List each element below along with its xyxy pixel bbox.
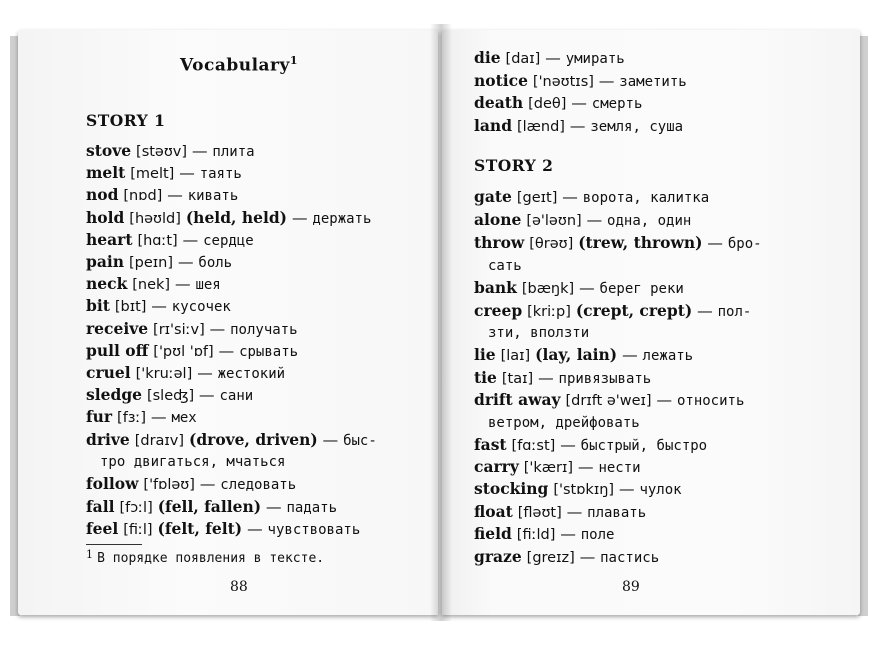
entry-word: stove bbox=[86, 141, 132, 160]
entry-translation: быс- bbox=[343, 433, 377, 449]
entry-word: fall bbox=[86, 497, 115, 516]
vocab-entry bbox=[474, 390, 744, 411]
vocab-entry bbox=[86, 319, 298, 340]
entry-dash: — bbox=[560, 436, 576, 454]
entry-dash: — bbox=[197, 364, 213, 382]
entry-word: receive bbox=[86, 319, 149, 338]
entry-translation: лежать bbox=[642, 348, 694, 364]
entry-word: fur bbox=[86, 407, 113, 426]
entry-translation: боль bbox=[198, 255, 233, 271]
entry-transcription: [nɒd] bbox=[123, 188, 163, 204]
entry-translation: мех bbox=[171, 410, 197, 426]
drift-away-continuation: ветром, дрейфовать bbox=[488, 415, 640, 431]
entry-translation: пол- bbox=[717, 304, 752, 320]
vocab-entry bbox=[474, 233, 762, 254]
entry-dash: — bbox=[560, 525, 576, 543]
entry-word: drive bbox=[86, 430, 130, 449]
entry-word: cruel bbox=[86, 363, 131, 382]
entry-dash: — bbox=[579, 548, 596, 566]
entry-transcription: [peɪn] bbox=[128, 255, 174, 271]
entry-word: sledge bbox=[86, 385, 143, 404]
entry-transcription: [lænd] bbox=[516, 119, 565, 135]
vocab-entry bbox=[86, 474, 296, 495]
entry-transcription: ['nəʊtɪs] bbox=[532, 74, 594, 90]
entry-transcription: ['kærɪ] bbox=[523, 460, 574, 476]
vocabulary-title: Vocabulary$^1$ bbox=[180, 54, 299, 76]
entry-dash: — bbox=[209, 320, 226, 338]
entry-word: graze bbox=[474, 547, 522, 566]
entry-translation: нести bbox=[598, 460, 641, 476]
entry-transcription: [həʊld] bbox=[129, 211, 181, 227]
vocab-entry bbox=[86, 296, 231, 317]
entry-dash: — bbox=[569, 117, 586, 135]
entry-word: carry bbox=[474, 457, 519, 476]
entry-dash: — bbox=[697, 302, 713, 320]
entry-transcription: ['kruːəl] bbox=[135, 366, 193, 382]
entry-dash: — bbox=[538, 369, 554, 387]
entry-translation: пастись bbox=[600, 550, 660, 566]
entry-word: neck bbox=[86, 274, 128, 293]
entry-translation: плавать bbox=[587, 505, 647, 521]
entry-dash: — bbox=[167, 186, 183, 204]
entry-transcription: [daɪ] bbox=[505, 51, 541, 67]
entry-translation: быстрый, быстро bbox=[580, 438, 708, 454]
entry-forms: (held, held) bbox=[185, 208, 288, 227]
entry-dash: — bbox=[622, 346, 638, 364]
entry-translation: смерть bbox=[591, 96, 643, 112]
entry-translation: жестокий bbox=[217, 366, 286, 382]
entry-translation: чувствовать bbox=[267, 522, 361, 538]
entry-transcription: [θrəʊ] bbox=[529, 236, 574, 252]
entry-transcription: [greɪz] bbox=[526, 550, 575, 566]
entry-translation: сани bbox=[219, 388, 254, 404]
vocab-entry bbox=[474, 278, 684, 299]
entry-transcription: [ə'ləʊn] bbox=[526, 213, 582, 229]
entry-word: bit bbox=[86, 296, 110, 315]
entry-transcription: [sleʤ] bbox=[146, 388, 195, 404]
vocab-entry bbox=[474, 210, 691, 231]
entry-translation: заметить bbox=[619, 74, 687, 90]
page-number-right: 89 bbox=[622, 579, 640, 595]
entry-translation: падать bbox=[286, 500, 338, 516]
entry-dash: — bbox=[707, 234, 723, 252]
entry-transcription: [draɪv] bbox=[134, 433, 185, 449]
vocab-entry bbox=[86, 208, 371, 229]
entry-forms: (lay, lain) bbox=[535, 345, 618, 364]
vocab-entry bbox=[86, 407, 197, 428]
entry-dash: — bbox=[175, 275, 191, 293]
entry-transcription: [fiːl] bbox=[123, 522, 153, 538]
entry-transcription: [deθ] bbox=[528, 96, 567, 112]
vocab-entry bbox=[86, 141, 255, 162]
entry-translation: поле bbox=[580, 527, 615, 543]
entry-transcription: [kriːp] bbox=[527, 304, 571, 320]
entry-translation: относить bbox=[676, 393, 745, 409]
entry-translation: берег реки bbox=[599, 281, 684, 297]
entry-word: fast bbox=[474, 435, 507, 454]
vocab-entry bbox=[474, 457, 641, 478]
vocab-entry bbox=[86, 274, 221, 295]
story-2-heading: STORY 2 bbox=[474, 156, 554, 175]
entry-word: heart bbox=[86, 230, 133, 249]
entry-translation: держать bbox=[312, 211, 372, 227]
entry-transcription: [drɪft ə'weɪ] bbox=[565, 393, 652, 409]
entry-word: feel bbox=[86, 519, 119, 538]
entry-translation: получать bbox=[230, 322, 298, 338]
vocab-entry bbox=[86, 341, 298, 362]
entry-transcription: ['stɒkɪŋ] bbox=[553, 482, 615, 498]
vocab-entry bbox=[474, 502, 646, 523]
entry-transcription: ['pʊl 'ɒf] bbox=[153, 344, 214, 360]
entry-dash: — bbox=[571, 94, 587, 112]
entry-word: stocking bbox=[474, 479, 549, 498]
entry-translation: кивать bbox=[187, 188, 239, 204]
entry-transcription: [bæŋk] bbox=[521, 281, 575, 297]
entry-transcription: ['fɒləʊ] bbox=[143, 477, 195, 493]
entry-dash: — bbox=[545, 49, 561, 67]
entry-translation: умирать bbox=[565, 51, 625, 67]
entry-transcription: [fləʊt] bbox=[517, 505, 562, 521]
entry-word: pull off bbox=[86, 341, 149, 360]
entry-dash: — bbox=[151, 408, 167, 426]
vocab-entry bbox=[86, 497, 337, 518]
entry-translation: следовать bbox=[220, 477, 297, 493]
entry-dash: — bbox=[586, 211, 603, 229]
entry-forms: (fell, fallen) bbox=[157, 497, 262, 516]
entry-word: float bbox=[474, 502, 513, 521]
entry-word: nod bbox=[86, 185, 119, 204]
vocab-entry bbox=[86, 163, 242, 184]
entry-dash: — bbox=[247, 520, 263, 538]
vocab-entry bbox=[474, 479, 682, 500]
entry-dash: — bbox=[191, 142, 208, 160]
footnote-rule bbox=[86, 544, 142, 545]
entry-dash: — bbox=[151, 297, 167, 315]
page-number-left: 88 bbox=[230, 579, 248, 595]
entry-dash: — bbox=[598, 72, 615, 90]
footnote: $^1$ В порядке появления в тексте. bbox=[86, 548, 325, 566]
entry-dash: — bbox=[182, 231, 199, 249]
entry-word: death bbox=[474, 93, 524, 112]
entry-transcription: [geɪt] bbox=[516, 190, 558, 206]
entry-word: hold bbox=[86, 208, 125, 227]
drive-continuation: тро двигаться, мчаться bbox=[100, 454, 286, 470]
entry-word: land bbox=[474, 116, 513, 135]
entry-forms: (felt, felt) bbox=[157, 519, 243, 538]
vocab-entry bbox=[474, 93, 642, 114]
vocab-entry bbox=[474, 71, 687, 92]
entry-translation: чулок bbox=[639, 482, 682, 498]
vocab-entry bbox=[474, 435, 707, 456]
vocab-entry bbox=[86, 430, 377, 451]
entry-dash: — bbox=[619, 480, 635, 498]
vocab-entry bbox=[474, 524, 614, 545]
entry-word: drift away bbox=[474, 390, 561, 409]
vocab-entry bbox=[86, 385, 253, 406]
story-1-heading: STORY 1 bbox=[86, 111, 166, 130]
entry-dash: — bbox=[218, 342, 235, 360]
entry-dash: — bbox=[177, 253, 194, 271]
entry-word: lie bbox=[474, 345, 496, 364]
vocab-entry bbox=[474, 345, 693, 366]
entry-translation: таять bbox=[199, 166, 242, 182]
vocab-entry bbox=[474, 187, 709, 208]
entry-translation: кусочек bbox=[171, 299, 231, 315]
creep-continuation: зти, вползти bbox=[488, 325, 590, 341]
entry-dash: — bbox=[566, 503, 583, 521]
entry-forms: (trew, thrown) bbox=[578, 233, 703, 252]
entry-transcription: [stəʊv] bbox=[136, 144, 188, 160]
entry-word: pain bbox=[86, 252, 125, 271]
vocab-entry bbox=[86, 252, 232, 273]
entry-word: gate bbox=[474, 187, 512, 206]
entry-translation: срывать bbox=[239, 344, 299, 360]
vocab-entry bbox=[474, 547, 659, 568]
entry-dash: — bbox=[266, 498, 282, 516]
entry-dash: — bbox=[579, 279, 595, 297]
entry-transcription: [fɔːl] bbox=[119, 500, 153, 516]
entry-word: die bbox=[474, 48, 501, 67]
vocab-entry bbox=[474, 48, 625, 69]
book-gutter bbox=[430, 24, 452, 621]
entry-dash: — bbox=[578, 458, 594, 476]
entry-forms: (crept, crept) bbox=[575, 301, 693, 320]
entry-dash: — bbox=[322, 431, 339, 449]
entry-dash: — bbox=[562, 188, 578, 206]
entry-transcription: [nek] bbox=[132, 277, 171, 293]
entry-translation: привязывать bbox=[558, 371, 652, 387]
vocab-entry bbox=[86, 519, 360, 540]
entry-translation: бро- bbox=[727, 236, 762, 252]
vocab-entry bbox=[474, 368, 651, 389]
vocab-entry bbox=[86, 185, 238, 206]
entry-word: notice bbox=[474, 71, 528, 90]
entry-translation: шея bbox=[195, 277, 221, 293]
vocab-entry bbox=[474, 301, 751, 322]
entry-word: throw bbox=[474, 233, 525, 252]
entry-transcription: [fɜː] bbox=[117, 410, 147, 426]
entry-word: follow bbox=[86, 474, 139, 493]
entry-word: alone bbox=[474, 210, 522, 229]
entry-translation: сердце bbox=[203, 233, 254, 249]
entry-transcription: [taɪ] bbox=[501, 371, 534, 387]
entry-translation: земля, суша bbox=[590, 119, 684, 135]
entry-word: bank bbox=[474, 278, 517, 297]
entry-dash: — bbox=[199, 475, 216, 493]
entry-transcription: [rɪ'siːv] bbox=[153, 322, 205, 338]
entry-word: creep bbox=[474, 301, 523, 320]
entry-dash: — bbox=[179, 164, 195, 182]
entry-translation: плита bbox=[212, 144, 255, 160]
entry-word: melt bbox=[86, 163, 126, 182]
entry-transcription: [laɪ] bbox=[500, 348, 531, 364]
entry-transcription: [hɑːt] bbox=[137, 233, 178, 249]
entry-dash: — bbox=[291, 209, 308, 227]
entry-translation: одна, один bbox=[607, 213, 692, 229]
vocab-entry bbox=[86, 363, 285, 384]
entry-transcription: [bɪt] bbox=[114, 299, 147, 315]
throw-continuation: сать bbox=[488, 258, 522, 274]
entry-transcription: [fɑːst] bbox=[511, 438, 556, 454]
entry-transcription: [fiːld] bbox=[516, 527, 556, 543]
entry-translation: ворота, калитка bbox=[582, 190, 710, 206]
entry-dash: — bbox=[199, 386, 215, 404]
vocab-entry bbox=[86, 230, 254, 251]
entry-word: tie bbox=[474, 368, 497, 387]
entry-transcription: [melt] bbox=[130, 166, 175, 182]
entry-dash: — bbox=[656, 391, 673, 409]
vocab-entry bbox=[474, 116, 683, 137]
entry-word: field bbox=[474, 524, 512, 543]
entry-forms: (drove, driven) bbox=[188, 430, 318, 449]
